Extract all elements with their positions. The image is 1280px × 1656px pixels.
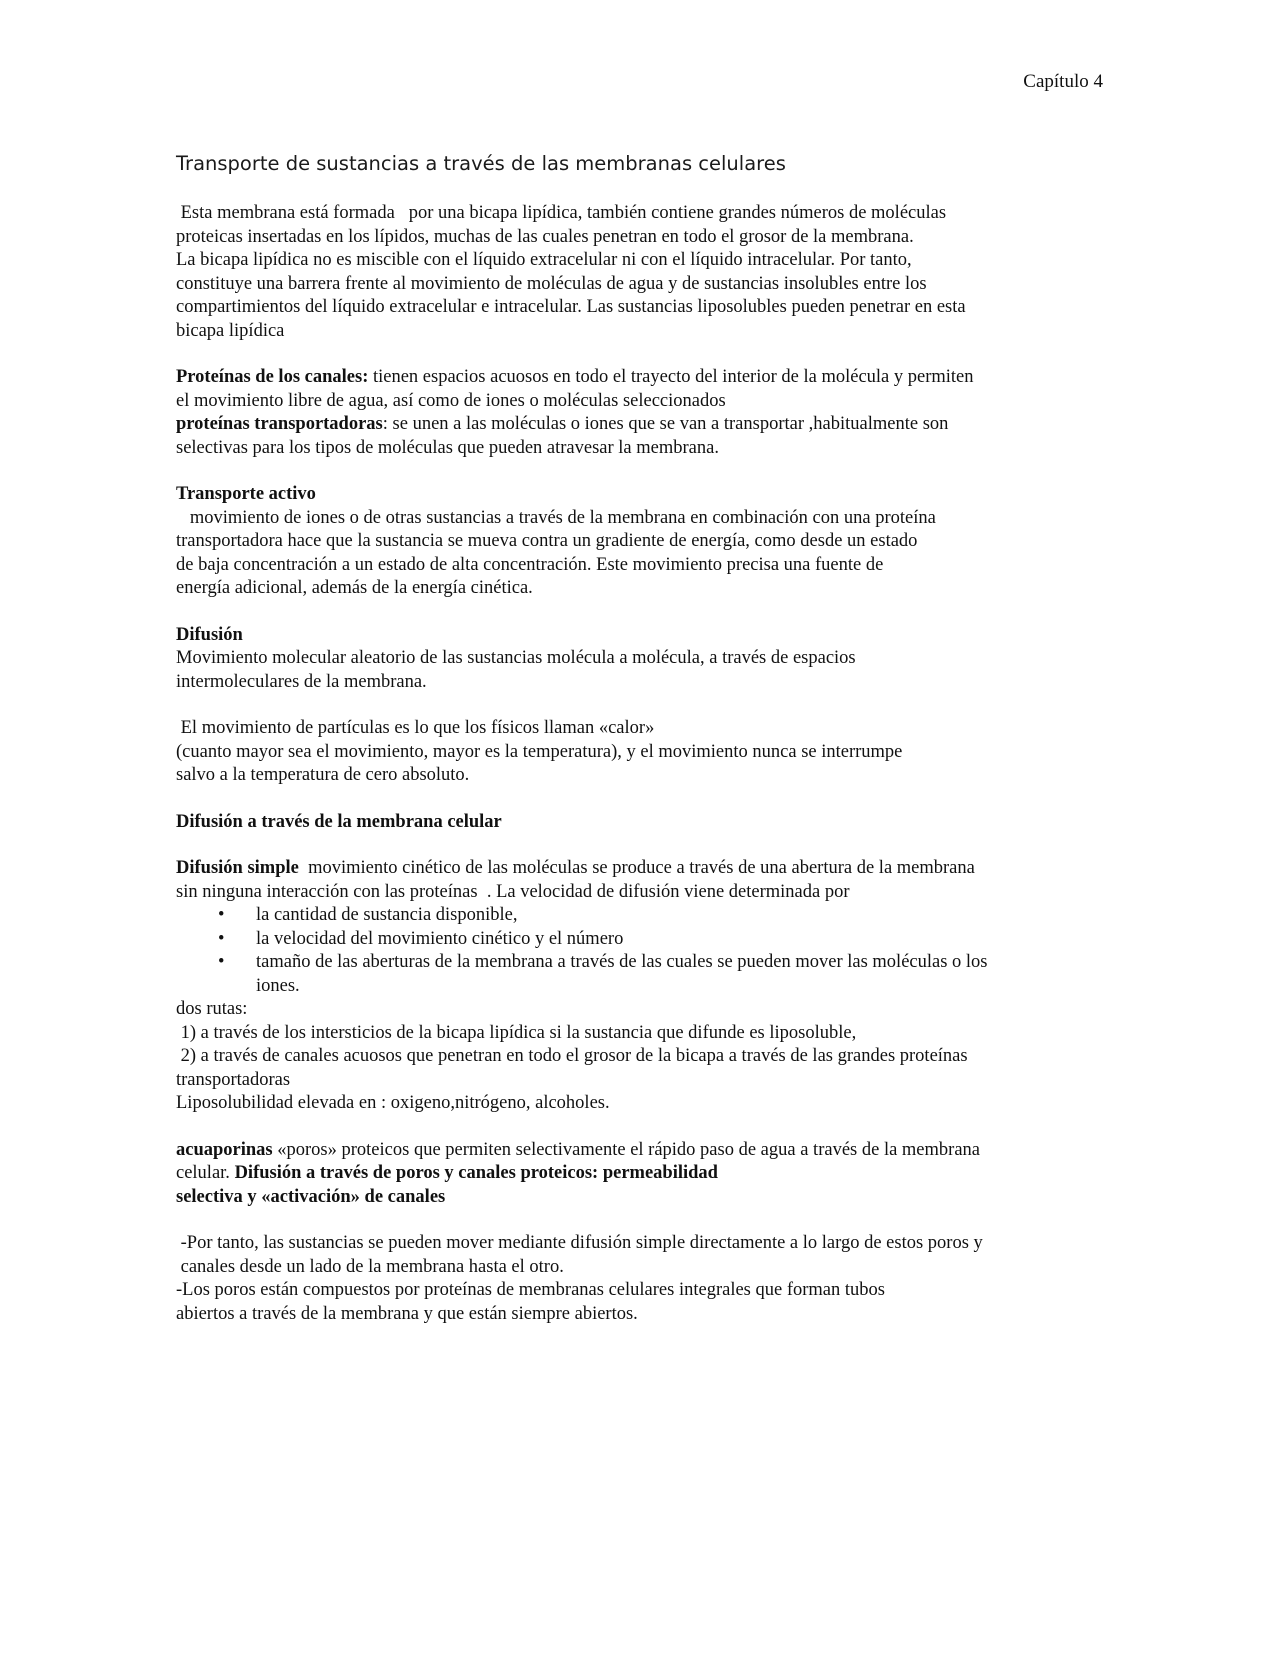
document-body — [176, 202, 1106, 1326]
text-line: selectiva y «activación» de canales — [176, 1186, 446, 1207]
document-title: Transporte de sustancias a través de las membranas celulares — [176, 152, 786, 175]
term-difusion-simple: Difusión simple — [176, 858, 299, 878]
text-line: selectivas para los tipos de moléculas que pueden atravesar la membrana. — [176, 437, 719, 458]
intro-paragraph — [176, 202, 1106, 343]
text-span: «poros» proteicos que permiten selectivamente el rápido paso de agua a través de la membrana — [272, 1139, 980, 1160]
list-item-continuation: iones. — [256, 975, 300, 996]
bold-heading-inline: Difusión a través de poros y canales proteicos: permeabilidad — [234, 1163, 718, 1183]
text-span: celular. — [176, 1163, 235, 1183]
chapter-label: Capítulo 4 — [1023, 71, 1103, 92]
list-item: • la cantidad de sustancia disponible, — [176, 904, 1106, 928]
bullet-icon: • — [218, 952, 225, 972]
text-line: La bicapa lipídica no es miscible con el líquido extracelular ni con el líquido intracelular. Por tanto, — [176, 250, 912, 270]
aquaporins-paragraph — [176, 1139, 1106, 1210]
text-line — [176, 1162, 1106, 1186]
text-line — [176, 413, 1106, 437]
text-line: constituye una barrera frente al movimiento de moléculas de agua y de sustancias insolubles entre los — [176, 273, 927, 294]
active-transport-section — [176, 483, 1106, 601]
text-line: Movimiento molecular aleatorio de las sustancias molécula a molécula, a través de espacios — [176, 648, 856, 668]
text-line: de baja concentración a un estado de alta concentración. Este movimiento precisa una fuente de — [176, 554, 884, 575]
text-line: energía adicional, además de la energía cinética. — [176, 578, 533, 598]
text-span: : se unen a las moléculas o iones que se van a transportar ,habitualmente son — [382, 414, 949, 434]
term-canales: Proteínas de los canales: — [176, 367, 369, 387]
membrane-diffusion-section — [176, 811, 1106, 1116]
section-heading: Difusión a través de la membrana celular — [176, 811, 502, 832]
list-item: • la velocidad del movimiento cinético y el número — [176, 928, 1106, 952]
proteins-paragraph — [176, 366, 1106, 460]
text-line: Esta membrana está formada por una bicapa lipídica, también contiene grandes números de moléculas — [176, 203, 947, 223]
text-line: 1) a través de los intersticios de la bicapa lipídica si la sustancia que difunde es liposoluble, — [176, 1022, 857, 1043]
bullet-list — [176, 904, 1106, 998]
text-line: movimiento de iones o de otras sustancias a través de la membrana en combinación con una proteína — [176, 507, 936, 528]
text-line: el movimiento libre de agua, así como de iones o moléculas seleccionados — [176, 390, 726, 411]
list-item: • tamaño de las aberturas de la membrana a través de las cuales se pueden mover las moléculas o los — [176, 951, 1106, 975]
pores-paragraph — [176, 1232, 1106, 1326]
diffusion-section — [176, 624, 1106, 788]
text-line: compartimientos del líquido extracelular e intracelular. Las sustancias liposolubles pueden penetrar en esta — [176, 297, 966, 317]
text-line: abiertos a través de la membrana y que están siempre abiertos. — [176, 1303, 638, 1324]
term-transportadoras: proteínas transportadoras — [176, 414, 383, 434]
section-heading: Difusión — [176, 624, 243, 645]
text-line: salvo a la temperatura de cero absoluto. — [176, 765, 470, 785]
bullet-icon: • — [218, 928, 225, 949]
text-line — [176, 857, 1106, 881]
text-line: El movimiento de partículas es lo que los físicos llaman «calor» — [176, 718, 655, 738]
term-acuaporinas: acuaporinas — [176, 1139, 273, 1160]
text-line: proteicas insertadas en los lípidos, muchas de las cuales penetran en todo el grosor de la membrana. — [176, 226, 914, 247]
text-line: bicapa lipídica — [176, 320, 285, 341]
text-line: (cuanto mayor sea el movimiento, mayor es la temperatura), y el movimiento nunca se interrumpe — [176, 741, 903, 762]
text-line: transportadora hace que la sustancia se mueva contra un gradiente de energía, como desde un estado — [176, 531, 918, 551]
text-line: intermoleculares de la membrana. — [176, 671, 427, 692]
text-line: canales desde un lado de la membrana hasta el otro. — [176, 1256, 564, 1277]
text-line: sin ninguna interacción con las proteínas . La velocidad de difusión viene determinada por — [176, 881, 850, 902]
text-line: transportadoras — [176, 1069, 291, 1090]
text-span: movimiento cinético de las moléculas se produce a través de una abertura de la membrana — [298, 858, 975, 878]
text-line: -Por tanto, las sustancias se pueden mover mediante difusión simple directamente a lo largo de estos poros y — [176, 1233, 983, 1253]
text-line: dos rutas: — [176, 999, 248, 1019]
section-heading: Transporte activo — [176, 484, 316, 504]
text-line — [176, 1139, 1106, 1163]
text-line — [176, 366, 1106, 390]
text-line: Liposolubilidad elevada en : oxigeno,nitrógeno, alcoholes. — [176, 1093, 610, 1113]
text-line: -Los poros están compuestos por proteínas de membranas celulares integrales que forman tubos — [176, 1280, 885, 1300]
text-span: tienen espacios acuosos en todo el trayecto del interior de la molécula y permiten — [368, 367, 974, 387]
bullet-icon: • — [218, 905, 225, 925]
text-line: 2) a través de canales acuosos que penetran en todo el grosor de la bicapa a través de las grandes proteínas — [176, 1046, 968, 1066]
